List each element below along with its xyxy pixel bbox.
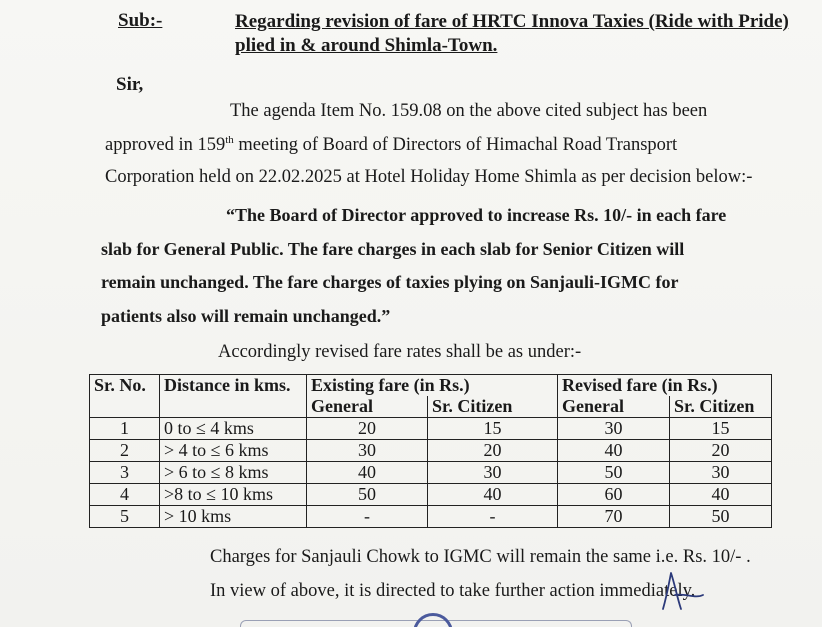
cell-existing-general: 40 — [307, 462, 428, 484]
cell-sr: 2 — [90, 440, 160, 462]
cell-revised-general: 70 — [558, 506, 670, 528]
header-existing-fare: Existing fare (in Rs.) — [307, 375, 558, 397]
cell-revised-general: 30 — [558, 418, 670, 440]
quote-line-1: “The Board of Director approved to increase Rs. 10/- in each fare — [226, 205, 727, 225]
cell-existing-general: 30 — [307, 440, 428, 462]
cell-revised-general: 60 — [558, 484, 670, 506]
subject-text: Regarding revision of fare of HRTC Innova Taxies (Ride with Pride) plied in & around Shimla-Town. — [235, 11, 789, 56]
closing-line-2: In view of above, it is directed to take further action immediately. — [210, 581, 696, 601]
cell-distance: 0 to ≤ 4 kms — [160, 418, 307, 440]
cell-revised-sr-citizen: 20 — [670, 440, 772, 462]
header-sr-no: Sr. No. — [90, 375, 160, 418]
body-line-2 — [105, 134, 677, 156]
header-revised-sr-citizen: Sr. Citizen — [670, 396, 772, 418]
cell-existing-sr-citizen: 15 — [428, 418, 558, 440]
cell-existing-sr-citizen: 40 — [428, 484, 558, 506]
cell-sr: 5 — [90, 506, 160, 528]
cell-distance: > 4 to ≤ 6 kms — [160, 440, 307, 462]
cell-revised-sr-citizen: 50 — [670, 506, 772, 528]
table-header-row — [90, 375, 772, 397]
cell-revised-sr-citizen: 30 — [670, 462, 772, 484]
table-row — [90, 440, 772, 462]
header-distance: Distance in kms. — [160, 375, 307, 418]
body-line-2a: approved in 159 — [105, 135, 226, 156]
table-row — [90, 462, 772, 484]
cell-revised-sr-citizen: 40 — [670, 484, 772, 506]
cell-revised-general: 40 — [558, 440, 670, 462]
cell-sr: 1 — [90, 418, 160, 440]
cell-sr: 4 — [90, 484, 160, 506]
closing-line-1: Charges for Sanjauli Chowk to IGMC will remain the same i.e. Rs. 10/- . — [210, 547, 751, 567]
cell-existing-general: - — [307, 506, 428, 528]
quote-line-2: slab for General Public. The fare charges in each slab for Senior Citizen will — [101, 239, 685, 259]
fare-table — [89, 374, 772, 528]
cell-existing-sr-citizen: 20 — [428, 440, 558, 462]
seal-stamp — [413, 613, 453, 627]
salutation: Sir, — [116, 74, 144, 95]
quote-line-4: patients also will remain unchanged.” — [101, 306, 391, 326]
cell-existing-general: 20 — [307, 418, 428, 440]
table-intro: Accordingly revised fare rates shall be as under:- — [218, 342, 582, 362]
quote-line-3: remain unchanged. The fare charges of taxies plying on Sanjauli-IGMC for — [101, 272, 679, 292]
header-existing-general: General — [307, 396, 428, 418]
cell-existing-sr-citizen: - — [428, 506, 558, 528]
cell-distance: > 10 kms — [160, 506, 307, 528]
signature-mark — [655, 565, 715, 615]
table-row — [90, 484, 772, 506]
cell-sr: 3 — [90, 462, 160, 484]
cell-revised-general: 50 — [558, 462, 670, 484]
header-revised-general: General — [558, 396, 670, 418]
body-line-1: The agenda Item No. 159.08 on the above cited subject has been — [230, 101, 708, 121]
header-existing-sr-citizen: Sr. Citizen — [428, 396, 558, 418]
cell-distance: >8 to ≤ 10 kms — [160, 484, 307, 506]
body-line-2b: meeting of Board of Directors of Himachal Road Transport — [233, 135, 678, 156]
cell-distance: > 6 to ≤ 8 kms — [160, 462, 307, 484]
subject-label: Sub:- — [118, 10, 163, 31]
table-row — [90, 506, 772, 528]
header-revised-fare: Revised fare (in Rs.) — [558, 375, 772, 397]
table-row — [90, 418, 772, 440]
cell-revised-sr-citizen: 15 — [670, 418, 772, 440]
cell-existing-sr-citizen: 30 — [428, 462, 558, 484]
ordinal-suffix: th — [225, 134, 234, 146]
body-line-3: Corporation held on 22.02.2025 at Hotel Holiday Home Shimla as per decision below:- — [105, 167, 753, 187]
cell-existing-general: 50 — [307, 484, 428, 506]
